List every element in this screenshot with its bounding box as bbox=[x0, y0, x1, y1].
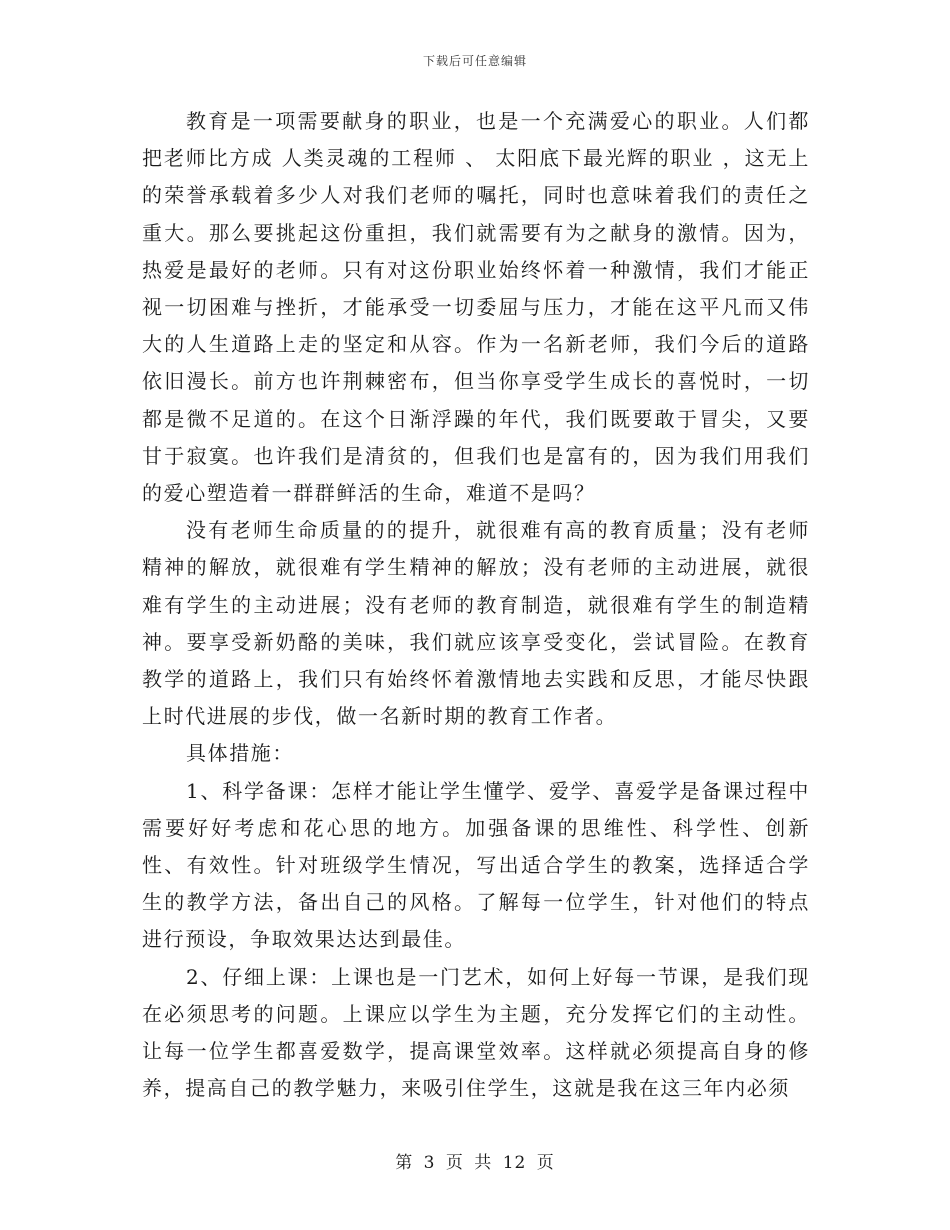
page-number-footer: 第 3 页 共 12 页 bbox=[395, 1153, 555, 1173]
paragraph-measure-2: 2、仔细上课：上课也是一门艺术，如何上好每一节课，是我们现在必须思考的问题。上课应以学生为主题，充分发挥它们的主动性。让每一位学生都喜爱数学，提高课堂效率。这样就必须提高自身的修养，提高自己的教学魅力，来吸引住学生，这就是我在这三年内必须 bbox=[142, 964, 810, 1101]
paragraph-measure-1: 1、科学备课：怎样才能让学生懂学、爱学、喜爱学是备课过程中需要好好考虑和花心思的地方。加强备课的思维性、科学性、创新性、有效性。针对班级学生情况，写出适合学生的教案，选择适合学生的教学方法，备出自己的风格。了解每一位学生，针对他们的特点进行预设，争取效果达达到最佳。 bbox=[142, 778, 810, 952]
paragraph-teacher-quality: 没有老师生命质量的的提升，就很难有高的教育质量；没有老师精神的解放，就很难有学生精神的解放；没有老师的主动进展，就很难有学生的主动进展；没有老师的教育制造，就很难有学生的制造精神。要享受新奶酪的美味，我们就应该享受变化，尝试冒险。在教育教学的道路上，我们只有始终怀着激情地去实践和反思，才能尽快跟上时代进展的步伐，做一名新时期的教育工作者。 bbox=[142, 518, 810, 729]
paragraph-intro: 教育是一项需要献身的职业，也是一个充满爱心的职业。人们都把老师比方成 人类灵魂的工程师 、 太阳底下最光辉的职业 ，这无上的荣誉承载着多少人对我们老师的嘱托，同时也意味着我们的责任之重大。那么要挑起这份重担，我们就需要有为之献身的激情。因为，热爱是最好的老师。只有对这份职业始终怀着一种激情，我们才能正视一切困难与挫折，才能承受一切委屈与压力，才能在这平凡而又伟大的人生道路上走的坚定和从容。作为一名新老师，我们今后的道路依旧漫长。前方也许荆棘密布，但当你享受学生成长的喜悦时，一切都是微不足道的。在这个日渐浮躁的年代，我们既要敢于冒尖，又要甘于寂寞。也许我们是清贫的，但我们也是富有的，因为我们用我们的爱心塑造着一群群鲜活的生命，难道不是吗？ bbox=[142, 109, 810, 506]
document-body bbox=[142, 103, 810, 1107]
page-header: 下载后可任意编辑 bbox=[422, 54, 527, 68]
paragraph-measures-heading: 具体措施： bbox=[186, 741, 294, 766]
